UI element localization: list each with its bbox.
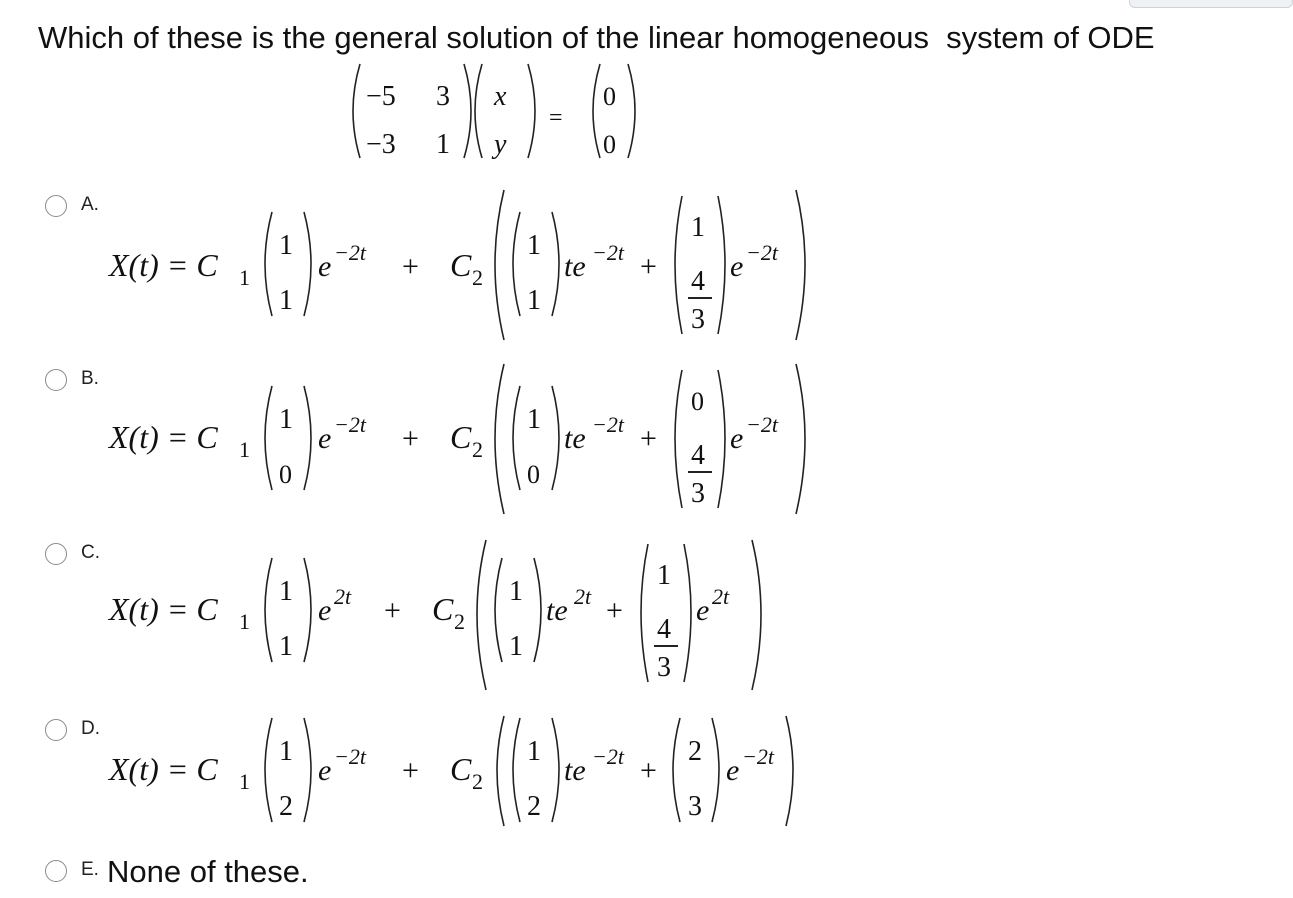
- d-u-top: 2: [688, 736, 702, 767]
- radio-option-a[interactable]: [45, 195, 67, 217]
- rhs-right-paren: [628, 64, 635, 158]
- a-e1: e: [318, 250, 332, 283]
- c-te: te: [546, 594, 568, 627]
- option-e-text: None of these.: [107, 854, 309, 889]
- a-v1-bot: 1: [279, 285, 293, 316]
- a-w-bot: 1: [527, 285, 541, 316]
- option-c-lhs: X(t) = C: [109, 591, 218, 627]
- option-c[interactable]: [36, 536, 816, 696]
- rhs-left-paren: [593, 64, 600, 158]
- d-exp3: −2t: [742, 744, 774, 769]
- c-v1-top: 1: [279, 576, 293, 607]
- b-te: te: [564, 422, 586, 455]
- c-exp2: 2t: [574, 584, 592, 609]
- b-w-top: 1: [527, 404, 541, 435]
- d-u-bot: 3: [688, 791, 702, 822]
- b-exp2: −2t: [592, 412, 624, 437]
- c-exp3: 2t: [712, 584, 730, 609]
- b-w-bot: 0: [527, 460, 540, 489]
- d-w-bot: 2: [527, 791, 541, 822]
- radio-option-c[interactable]: [45, 543, 67, 565]
- equals-sign: =: [549, 105, 563, 131]
- a-c2: C: [450, 247, 472, 283]
- b-u-top: 0: [691, 387, 704, 416]
- option-a-sub1: 1: [239, 265, 250, 290]
- option-d-lhs: X(t) = C: [109, 751, 218, 787]
- option-c-letter: C.: [81, 542, 100, 563]
- d-plus1: +: [402, 754, 419, 787]
- a-v1-top: 1: [279, 230, 293, 261]
- option-b[interactable]: [36, 362, 816, 522]
- matrix-a21: −3: [366, 129, 396, 160]
- radio-option-d[interactable]: [45, 719, 67, 741]
- d-sub2: 2: [472, 769, 483, 794]
- vec-left-paren: [475, 64, 482, 158]
- a-exp3: −2t: [746, 240, 778, 265]
- var-y: y: [494, 129, 507, 160]
- b-v1-top: 1: [279, 404, 293, 435]
- c-e3: e: [696, 594, 710, 627]
- b-c2: C: [450, 419, 472, 455]
- c-plus1: +: [384, 594, 401, 627]
- option-d-letter: D.: [81, 718, 100, 739]
- option-b-lhs: X(t) = C: [109, 419, 218, 455]
- c-u-den: 3: [657, 652, 671, 683]
- option-e-letter: E.: [81, 859, 99, 880]
- c-sub2: 2: [454, 609, 465, 634]
- d-w-top: 1: [527, 736, 541, 767]
- d-exp2: −2t: [592, 744, 624, 769]
- d-v1-bot: 2: [279, 791, 293, 822]
- top-right-tab: [1129, 0, 1293, 8]
- b-plus1: +: [402, 422, 419, 455]
- a-exp2: −2t: [592, 240, 624, 265]
- b-exp1: −2t: [334, 412, 366, 437]
- rhs-1: 0: [603, 130, 616, 159]
- c-e1: e: [318, 594, 332, 627]
- a-plus1: +: [402, 250, 419, 283]
- b-plus2: +: [640, 422, 657, 455]
- c-c2: C: [432, 591, 454, 627]
- d-plus2: +: [640, 754, 657, 787]
- d-exp1: −2t: [334, 744, 366, 769]
- vec-right-paren: [528, 64, 535, 158]
- a-e3: e: [730, 250, 744, 283]
- a-plus2: +: [640, 250, 657, 283]
- b-e3: e: [730, 422, 744, 455]
- radio-option-b[interactable]: [45, 369, 67, 391]
- d-e3: e: [726, 754, 740, 787]
- option-a-letter: A.: [81, 194, 99, 215]
- b-u-num: 4: [691, 440, 705, 471]
- question-text: Which of these is the general solution of the linear homogeneous system of ODE: [38, 20, 1155, 55]
- d-v1-top: 1: [279, 736, 293, 767]
- b-e1: e: [318, 422, 332, 455]
- b-u-den: 3: [691, 478, 705, 509]
- matrix-a12: 3: [436, 81, 450, 112]
- a-u-top: 1: [691, 212, 705, 243]
- matrix-left-paren: [353, 64, 360, 158]
- d-te: te: [564, 754, 586, 787]
- a-u-num: 4: [691, 266, 705, 297]
- option-d[interactable]: [36, 712, 816, 832]
- b-exp3: −2t: [746, 412, 778, 437]
- rhs-0: 0: [603, 82, 616, 111]
- var-x: x: [494, 81, 507, 112]
- b-v1-bot: 0: [279, 460, 292, 489]
- option-b-sub1: 1: [239, 437, 250, 462]
- c-u-num: 4: [657, 614, 671, 645]
- c-exp1: 2t: [334, 584, 352, 609]
- c-u-top: 1: [657, 560, 671, 591]
- radio-option-e[interactable]: [45, 860, 67, 882]
- option-b-letter: B.: [81, 368, 99, 389]
- a-u-den: 3: [691, 304, 705, 335]
- d-c2: C: [450, 751, 472, 787]
- matrix-a22: 1: [436, 129, 450, 160]
- c-w-bot: 1: [509, 631, 523, 662]
- b-sub2: 2: [472, 437, 483, 462]
- a-sub2: 2: [472, 265, 483, 290]
- a-exp1: −2t: [334, 240, 366, 265]
- c-w-top: 1: [509, 576, 523, 607]
- matrix-right-paren: [464, 64, 471, 158]
- option-a-lhs: X(t) = C: [109, 247, 218, 283]
- a-te: te: [564, 250, 586, 283]
- a-w-top: 1: [527, 230, 541, 261]
- option-a[interactable]: [36, 188, 816, 348]
- d-e1: e: [318, 754, 332, 787]
- option-c-sub1: 1: [239, 609, 250, 634]
- c-plus2: +: [606, 594, 623, 627]
- option-d-sub1: 1: [239, 769, 250, 794]
- ode-system: [353, 64, 635, 160]
- matrix-a11: −5: [366, 81, 396, 112]
- c-v1-bot: 1: [279, 631, 293, 662]
